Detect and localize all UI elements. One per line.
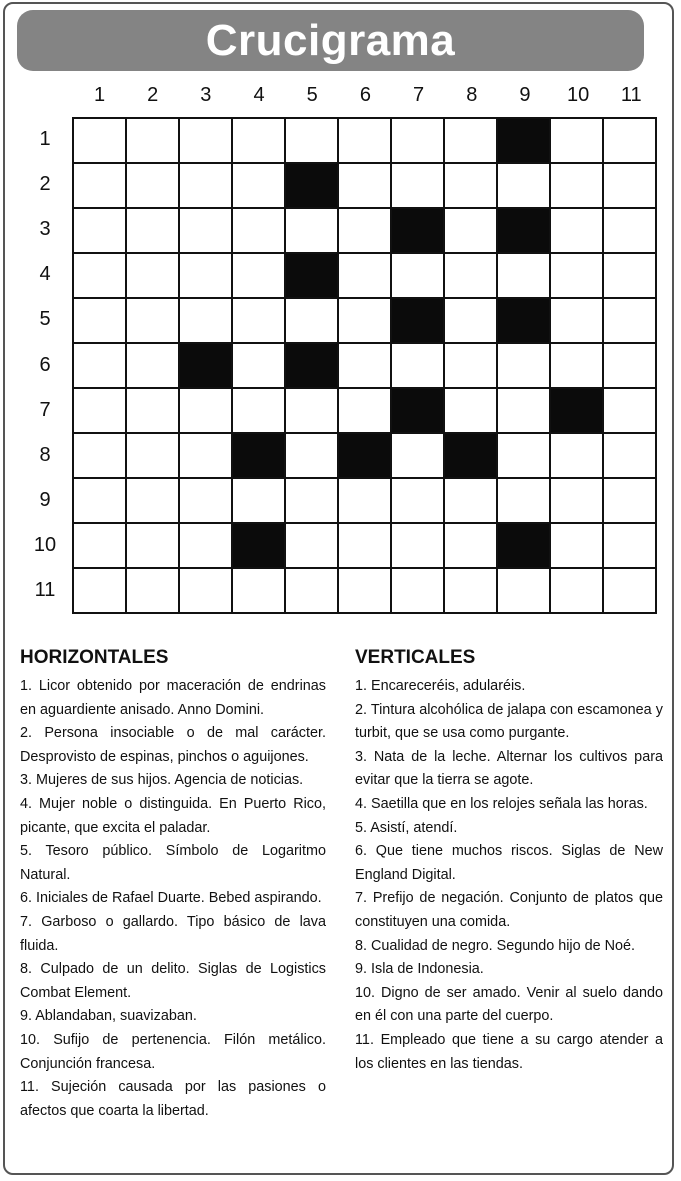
white-cell[interactable]: [551, 209, 602, 252]
white-cell[interactable]: [445, 254, 496, 297]
white-cell[interactable]: [233, 209, 284, 252]
clue: 10. Sufijo de pertenencia. Filón metálico. Conjunción francesa.: [20, 1031, 326, 1072]
white-cell[interactable]: [127, 569, 178, 612]
white-cell[interactable]: [127, 344, 178, 387]
white-cell[interactable]: [233, 254, 284, 297]
white-cell[interactable]: [392, 254, 443, 297]
black-cell: [233, 434, 284, 477]
title-banner: [17, 10, 644, 71]
white-cell[interactable]: [180, 569, 231, 612]
white-cell[interactable]: [604, 479, 655, 522]
black-cell: [286, 344, 337, 387]
black-cell: [392, 209, 443, 252]
black-cell: [498, 119, 549, 162]
white-cell[interactable]: [127, 254, 178, 297]
clue: 5. Asistí, atendí.: [355, 819, 458, 836]
page-title: Crucigrama: [205, 15, 456, 65]
clue: 6. Que tiene muchos riscos. Siglas de New England Digital.: [355, 843, 663, 883]
clue: 11. Sujeción causada por las pasiones o afectos que coarta la libertad.: [20, 1079, 326, 1119]
horizontal-clues: [20, 645, 326, 1123]
white-cell[interactable]: [339, 299, 390, 342]
white-cell[interactable]: [180, 479, 231, 522]
vertical-clues: [355, 645, 663, 1076]
clue: 7. Prefijo de negación. Conjunto de platos que constituyen una comida.: [355, 890, 663, 930]
clue: 9. Isla de Indonesia.: [355, 961, 484, 978]
black-cell: [339, 434, 390, 477]
white-cell[interactable]: [286, 479, 337, 522]
black-cell: [233, 524, 284, 567]
white-cell[interactable]: [339, 569, 390, 612]
white-cell[interactable]: [180, 524, 231, 567]
row-number: 5: [39, 308, 51, 331]
vertical-heading: VERTICALES: [355, 647, 476, 668]
clue: 8. Cualidad de negro. Segundo hijo de Noé.: [355, 937, 636, 954]
white-cell[interactable]: [604, 344, 655, 387]
white-cell[interactable]: [233, 569, 284, 612]
white-cell[interactable]: [233, 299, 284, 342]
clue: 5. Tesoro público. Símbolo de Logaritmo Natural.: [20, 843, 326, 883]
white-cell[interactable]: [604, 389, 655, 432]
white-cell[interactable]: [339, 119, 390, 162]
white-cell[interactable]: [127, 164, 178, 207]
white-cell[interactable]: [604, 119, 655, 162]
clue: 3. Mujeres de sus hijos. Agencia de noticias.: [20, 772, 304, 789]
row-number: 3: [39, 217, 51, 240]
white-cell[interactable]: [604, 254, 655, 297]
column-number: 5: [306, 84, 318, 106]
white-cell[interactable]: [74, 344, 125, 387]
white-cell[interactable]: [74, 299, 125, 342]
white-cell[interactable]: [498, 254, 549, 297]
white-cell[interactable]: [604, 164, 655, 207]
crossword-grid: [72, 117, 657, 614]
white-cell[interactable]: [392, 434, 443, 477]
white-cell[interactable]: [286, 434, 337, 477]
white-cell[interactable]: [445, 524, 496, 567]
white-cell[interactable]: [604, 569, 655, 612]
white-cell[interactable]: [604, 209, 655, 252]
white-cell[interactable]: [339, 254, 390, 297]
row-number: 2: [39, 172, 51, 195]
white-cell[interactable]: [180, 164, 231, 207]
white-cell[interactable]: [286, 209, 337, 252]
clue: 1. Encareceréis, adularéis.: [355, 678, 526, 694]
white-cell[interactable]: [286, 119, 337, 162]
white-cell[interactable]: [180, 299, 231, 342]
black-cell: [392, 389, 443, 432]
clue: 9. Ablandaban, suavizaban.: [20, 1008, 197, 1025]
white-cell[interactable]: [445, 389, 496, 432]
black-cell: [498, 209, 549, 252]
black-cell: [551, 389, 602, 432]
white-cell[interactable]: [74, 389, 125, 432]
white-cell[interactable]: [445, 299, 496, 342]
white-cell[interactable]: [498, 434, 549, 477]
row-number: 6: [39, 353, 51, 376]
white-cell[interactable]: [498, 479, 549, 522]
white-cell[interactable]: [180, 434, 231, 477]
white-cell[interactable]: [392, 164, 443, 207]
white-cell[interactable]: [74, 254, 125, 297]
black-cell: [498, 299, 549, 342]
white-cell[interactable]: [74, 209, 125, 252]
white-cell[interactable]: [74, 434, 125, 477]
white-cell[interactable]: [392, 479, 443, 522]
row-numbers: [20, 117, 70, 614]
clue: 6. Iniciales de Rafael Duarte. Bebed aspirando.: [20, 890, 322, 907]
column-number: 4: [253, 84, 265, 106]
row-number: 10: [33, 534, 57, 557]
row-number: 11: [34, 579, 56, 602]
white-cell[interactable]: [445, 164, 496, 207]
row-number: 4: [39, 263, 51, 286]
white-cell[interactable]: [286, 569, 337, 612]
column-number: 7: [413, 84, 425, 106]
white-cell[interactable]: [339, 164, 390, 207]
white-cell[interactable]: [445, 119, 496, 162]
clue: 7. Garboso o gallardo. Tipo básico de lava fluida.: [20, 913, 326, 954]
white-cell[interactable]: [498, 344, 549, 387]
clue: 3. Nata de la leche. Alternar los cultivos para evitar que la tierra se agote.: [355, 748, 663, 789]
white-cell[interactable]: [498, 569, 549, 612]
white-cell[interactable]: [127, 119, 178, 162]
white-cell[interactable]: [551, 434, 602, 477]
white-cell[interactable]: [233, 119, 284, 162]
white-cell[interactable]: [233, 479, 284, 522]
clue: 10. Digno de ser amado. Venir al suelo dando en él con una parte del cuerpo.: [355, 984, 663, 1025]
column-number: 10: [567, 84, 590, 106]
column-number: 6: [359, 84, 371, 106]
clue: 11. Empleado que tiene a su cargo atender a los clientes en las tiendas.: [355, 1031, 663, 1072]
white-cell[interactable]: [74, 524, 125, 567]
white-cell[interactable]: [286, 389, 337, 432]
clue: 8. Culpado de un delito. Siglas de Logistics Combat Element.: [20, 961, 326, 1001]
white-cell[interactable]: [127, 434, 178, 477]
white-cell[interactable]: [180, 209, 231, 252]
vertical-clue-list: [355, 675, 663, 1076]
black-cell: [180, 344, 231, 387]
white-cell[interactable]: [233, 164, 284, 207]
white-cell[interactable]: [127, 389, 178, 432]
row-number: 9: [39, 489, 51, 512]
white-cell[interactable]: [74, 479, 125, 522]
white-cell[interactable]: [180, 119, 231, 162]
black-cell: [392, 299, 443, 342]
white-cell[interactable]: [233, 389, 284, 432]
white-cell[interactable]: [339, 524, 390, 567]
white-cell[interactable]: [551, 479, 602, 522]
black-cell: [286, 164, 337, 207]
white-cell[interactable]: [339, 389, 390, 432]
white-cell[interactable]: [551, 524, 602, 567]
white-cell[interactable]: [445, 209, 496, 252]
white-cell[interactable]: [498, 164, 549, 207]
white-cell[interactable]: [445, 479, 496, 522]
white-cell[interactable]: [445, 569, 496, 612]
clue: 1. Licor obtenido por maceración de endrinas en aguardiente anisado. Anno Domini.: [20, 678, 326, 718]
white-cell[interactable]: [498, 389, 549, 432]
white-cell[interactable]: [286, 299, 337, 342]
column-number: 11: [620, 84, 642, 106]
column-number: 1: [93, 84, 106, 106]
clue: 4. Saetilla que en los relojes señala las horas.: [355, 795, 648, 812]
clue: 4. Mujer noble o distinguida. En Puerto Rico, picante, que excita el paladar.: [20, 795, 326, 836]
white-cell[interactable]: [445, 344, 496, 387]
white-cell[interactable]: [551, 299, 602, 342]
column-numbers: [73, 82, 656, 112]
white-cell[interactable]: [286, 524, 337, 567]
white-cell[interactable]: [127, 524, 178, 567]
white-cell[interactable]: [127, 209, 178, 252]
white-cell[interactable]: [339, 209, 390, 252]
white-cell[interactable]: [392, 344, 443, 387]
white-cell[interactable]: [74, 569, 125, 612]
white-cell[interactable]: [392, 119, 443, 162]
white-cell[interactable]: [180, 254, 231, 297]
white-cell[interactable]: [551, 254, 602, 297]
column-number: 3: [200, 84, 212, 106]
white-cell[interactable]: [551, 119, 602, 162]
row-number: 1: [39, 127, 51, 150]
white-cell[interactable]: [180, 389, 231, 432]
clue: 2. Tintura alcohólica de jalapa con escamonea y turbit, que se usa como purgante.: [355, 701, 663, 742]
white-cell[interactable]: [551, 344, 602, 387]
white-cell[interactable]: [127, 479, 178, 522]
white-cell[interactable]: [604, 434, 655, 477]
white-cell[interactable]: [339, 344, 390, 387]
white-cell[interactable]: [74, 164, 125, 207]
column-number: 8: [466, 84, 478, 106]
white-cell[interactable]: [339, 479, 390, 522]
horizontal-heading: HORIZONTALES: [20, 647, 169, 668]
white-cell[interactable]: [127, 299, 178, 342]
white-cell[interactable]: [392, 524, 443, 567]
black-cell: [286, 254, 337, 297]
row-number: 8: [39, 443, 51, 466]
white-cell[interactable]: [392, 569, 443, 612]
white-cell[interactable]: [604, 524, 655, 567]
column-number: 9: [519, 84, 531, 106]
white-cell[interactable]: [74, 119, 125, 162]
white-cell[interactable]: [551, 569, 602, 612]
white-cell[interactable]: [233, 344, 284, 387]
white-cell[interactable]: [551, 164, 602, 207]
black-cell: [445, 434, 496, 477]
black-cell: [498, 524, 549, 567]
row-number: 7: [39, 398, 51, 421]
horizontal-clue-list: [20, 675, 326, 1123]
column-number: 2: [147, 84, 159, 106]
clue: 2. Persona insociable o de mal carácter. Desprovisto de espinas, pinchos o aguijones.: [20, 725, 326, 765]
white-cell[interactable]: [604, 299, 655, 342]
